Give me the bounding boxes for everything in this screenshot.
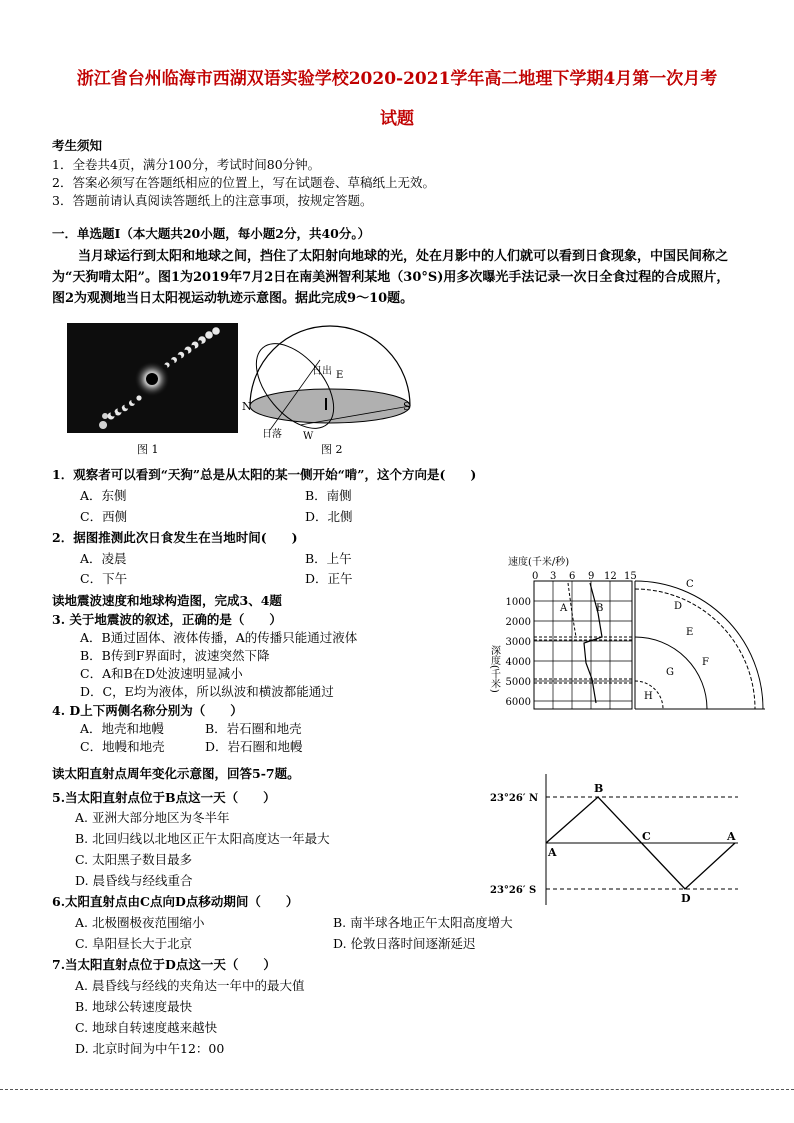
chart-label-a: A [560, 603, 568, 614]
intro-paragraph: 当月球运行到太阳和地球之间，挡住了太阳射向地球的光，处在月影中的人们就可以看到日食现象，中国民间称之为“天狗啃太阳”。图1为2019年7月2日在南美洲智利某地（30°S)用多次曝光手法记录一次日全食过程的合成照片，图2为观测地当日太阳视运动轨迹示意图。据此完成9～10题。 [52, 249, 730, 306]
question-2-stem: 2．据图推测此次日食发生在当地时间( ) [52, 530, 298, 545]
sun-path-diagram [240, 320, 420, 445]
title-line-2: 试题 [380, 109, 414, 129]
q7-option-a: A. 晨昏线与经线的夹角达一年中的最大值 [75, 978, 305, 993]
point-c: C [642, 830, 651, 843]
q4-option-a: A．地壳和地幔 [80, 721, 165, 736]
point-a-right: A [727, 830, 736, 843]
depth-tick: 5000 [505, 677, 531, 688]
speed-tick: 3 [550, 571, 557, 582]
speed-tick: 6 [569, 571, 576, 582]
title-line-1: 浙江省台州临海市西湖双语实验学校2020-2021学年高二地理下学期4月第一次月考 [76, 69, 718, 89]
speed-tick: 0 [532, 571, 539, 582]
q2-option-a: A．凌晨 [80, 551, 127, 566]
q6-option-b: B. 南半球各地正午太阳高度增大 [333, 915, 513, 930]
q6-option-d: D. 伦敦日落时间逐渐延迟 [333, 936, 476, 951]
q3-option-a: A．B通过固体、液体传播，A的传播只能通过液体 [80, 630, 358, 645]
q3-option-b: B．B传到F界面时，波速突然下降 [80, 648, 270, 663]
chart-label-h: H [644, 691, 653, 702]
seismic-wave-chart [480, 553, 780, 713]
q5-option-a: A. 亚洲大部分地区为冬半年 [75, 810, 230, 825]
question-6-stem: 6.太阳直射点由C点向D点移动期间（ ） [52, 894, 299, 909]
q3-option-d: D．C，E均为液体，所以纵波和横波都能通过 [80, 684, 334, 699]
sunset-label: 日落 [262, 429, 282, 440]
q5-option-c: C. 太阳黑子数目最多 [75, 852, 193, 867]
solar-reading-prompt: 读太阳直射点周年变化示意图，回答5-7题。 [52, 766, 300, 781]
q1-option-a: A．东侧 [80, 488, 127, 503]
question-1-stem: 1．观察者可以看到“天狗”总是从太阳的某一侧开始“啃”，这个方向是( ) [52, 467, 477, 482]
depth-tick: 3000 [505, 637, 531, 648]
chart-label-e: E [686, 627, 694, 638]
east-label: E [336, 370, 344, 381]
q1-option-c: C．西侧 [80, 509, 128, 524]
point-d: D [681, 892, 691, 905]
point-a-left: A [548, 846, 557, 859]
q1-option-b: B．南侧 [305, 488, 352, 503]
notice-item: 2．答案必须写在答题纸相应的位置上，写在试题卷、草稿纸上无效。 [52, 175, 435, 190]
q7-option-b: B. 地球公转速度最快 [75, 999, 193, 1014]
q7-option-c: C. 地球自转速度越来越快 [75, 1020, 218, 1035]
question-4-stem: 4. D上下两侧名称分别为（ ） [52, 703, 243, 718]
q5-option-b: B. 北回归线以北地区正午太阳高度达一年最大 [75, 831, 330, 846]
q3-option-c: C．A和B在D处波速明显减小 [80, 666, 243, 681]
chart-label-d: D [674, 601, 683, 612]
speed-tick: 9 [588, 571, 595, 582]
figure-2-caption: 图 2 [321, 443, 343, 456]
south-label: S [403, 400, 411, 413]
q2-option-c: C．下午 [80, 571, 128, 586]
section-heading: 一．单选题Ⅰ（本大题共20小题，每小题2分，共40分。） [52, 226, 371, 241]
west-label: W [303, 431, 314, 442]
south-tropic-label: 23°26′ S [490, 885, 537, 896]
speed-axis-label: 速度(千米/秒) [508, 557, 570, 568]
depth-tick: 4000 [505, 657, 531, 668]
figure-1-caption: 图 1 [137, 443, 159, 456]
q6-option-c: C. 阜阳昼长大于北京 [75, 936, 193, 951]
speed-tick: 15 [624, 571, 637, 582]
chart-label-f: F [702, 657, 709, 668]
chart-label-c: C [686, 579, 694, 590]
q4-option-d: D．岩石圈和地幔 [205, 739, 303, 754]
q7-option-d: D. 北京时间为中午12：00 [75, 1041, 225, 1056]
speed-tick: 12 [604, 571, 617, 582]
q4-option-c: C．地幔和地壳 [80, 739, 165, 754]
q2-option-b: B．上午 [305, 551, 352, 566]
q6-option-a: A. 北极圈极夜范围缩小 [75, 915, 205, 930]
q1-option-d: D．北侧 [305, 509, 353, 524]
question-5-stem: 5.当太阳直射点位于B点这一天（ ） [52, 790, 276, 805]
point-b: B [594, 782, 604, 795]
seismic-reading-prompt: 读地震波速度和地球构造图，完成3、4题 [52, 593, 282, 608]
chart-label-b: B [596, 603, 604, 614]
question-7-stem: 7.当太阳直射点位于D点这一天（ ） [52, 957, 276, 972]
north-label: N [242, 400, 252, 413]
q5-option-d: D. 晨昏线与经线重合 [75, 873, 193, 888]
page-divider [0, 1089, 794, 1090]
chart-label-g: G [666, 667, 674, 678]
solar-migration-chart [480, 772, 750, 907]
depth-tick: 6000 [505, 697, 531, 708]
eclipse-photo [67, 323, 238, 433]
sunrise-label: 日出 [312, 366, 332, 377]
q2-option-d: D．正午 [305, 571, 353, 586]
depth-tick: 1000 [505, 597, 531, 608]
north-tropic-label: 23°26′ N [490, 793, 539, 804]
eclipse-sequence-image [67, 323, 238, 433]
depth-tick: 2000 [505, 617, 531, 628]
notice-item: 3．答题前请认真阅读答题纸上的注意事项，按规定答题。 [52, 193, 373, 208]
notice-item: 1．全卷共4页，满分100分，考试时间80分钟。 [52, 157, 321, 172]
depth-axis-label: 深度(千米) [488, 645, 500, 693]
q4-option-b: B．岩石圈和地壳 [205, 721, 302, 736]
notice-heading: 考生须知 [52, 138, 103, 153]
question-3-stem: 3. 关于地震波的叙述，正确的是（ ） [52, 612, 282, 627]
